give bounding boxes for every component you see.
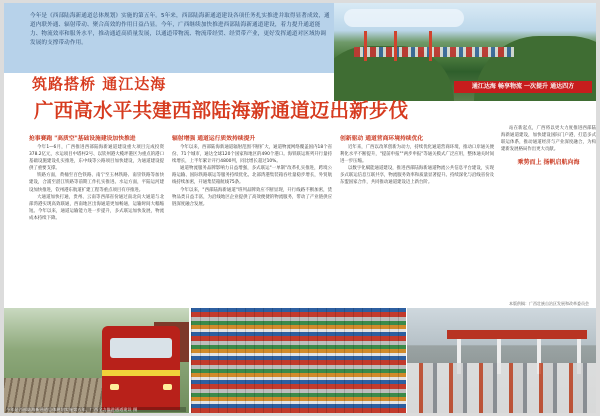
locomotive-window [110,338,172,358]
headline-main: 广西高水平共建西部陆海新通道迈出新步伐 [34,99,409,122]
paragraph: 近年来，广西以改革创新为动力，持续优化通道营商环境，推动口岸通关便利化水平不断提升，"提前申报""两步申报"等通关模式广泛应用，整体通关时间进一步压缩。 [340,145,494,165]
photo-banner: 通江达海 畅享物流 一次提升 通达四方 [454,81,592,93]
column-heading: 乘势而上 扬帆启航向海 [517,159,580,167]
headlight [110,384,119,390]
column-heading: 创新驱动 通道营商环境持续优化 [340,136,424,142]
credit-line: 本版供稿：广西壮族自治区发展和改革委员会 [509,301,589,306]
newspaper-page [4,3,596,413]
trucks [407,363,596,413]
photo-containers [354,47,514,57]
locomotive [102,326,180,410]
paragraph: 今年以来，"西部陆海新通道"班列品牌效应不断显现，开行线路不断加密，货物品类日益丰富，为沿线地区企业提供了高效便捷的物流服务，带动了产业链供应链深度融合发展。 [172,187,332,207]
paragraph: 今年以来，西部陆海新通道辐射范围不断扩大，通道物流网络覆盖国内18个省份、71个城市，通达全球120个国家和地区的490个港口。海铁联运班列开行量持续增长，上半年累计开行4800列，同比增长超过10%。 [172,145,332,165]
article-column-4 [501,125,596,315]
photo-caption: 今年是西部陆海新通道总体规划实施第五年，广西全力推进通道建设 摄 [6,407,186,413]
toll-station-photo [407,308,596,413]
photo-crane [364,31,367,61]
paragraph: 今年1—6月，广西推进西部陆海新通道建设重大项目完成投资378.2亿元，水运项目中塔村2号、以钦州港大榄坪港区为重点的港口基础设施建设扎实推进，东中线等公路项目加快建设，为通道建设提供了重要支撑。 [29,145,164,172]
column-heading: 抢事赛跑 "高质空"基础设施建设加快推进 [29,136,136,142]
paragraph: 铁路方面，黄桶至百色铁路、南宁至玉林铁路、南崇铁路等加快建设，合浦至湛江铁路等前期工作扎实推进。水运方面，平陆运河建设加快推进，钦州港东航道扩建工程等重点项目有序推进。 [29,173,164,193]
photo-crane [429,31,432,61]
container-port-photo [191,308,406,413]
photo-crane [394,31,397,61]
article-column-2 [172,125,332,315]
article-column-1 [29,125,164,315]
intro-text: 今年是《西部陆海新通道总体规划》实施的第五年。5年来，西部陆海新通道建设各项任务扎实推进并取得显著成效，通道内联外通、辐射带动、聚合高效的作用日益凸显。今年，广西继续加快推进西部陆海新通道建设，着力提升通道能力、物流效率和服务水平，推动通道高质量发展，以通道带物流、物流带经贸、经贸带产业，更好发挥通道对区域协调发展的支撑带动作用。 [30,13,330,46]
port-aerial-photo [334,3,596,101]
container-stacks [191,308,406,413]
paragraph: 以数字化赋能通道建设，推进西部陆海新通道物流公共信息平台建设，实现多式联运信息互联共享，物流服务效率和质量显著提升。持续深化与沿线省份及东盟国家合作，共同推动通道建设迈上新台阶。 [340,166,494,186]
paragraph: 通道物流服务品牌影响力日益增强，多式联运"一单制"改革扎实推进，跨境公路运输、国际铁路联运等服务持续优化。北部湾港集装箱吞吐量稳步增长，外贸航线持续加密，开通集装箱航线75条。 [172,166,332,186]
locomotive-stripe [102,370,180,376]
photo-cloud [344,9,464,27]
train-photo [4,308,189,413]
headline-kicker: 筑路搭桥 通江达海 [32,75,167,93]
headlight [163,384,172,390]
paragraph: 站在新起点，广西将以更大力度推进西部陆海新通道建设，加快建设国际门户港，打造多式联运体系，推动通道经济与产业深度融合，为构建新发展格局作出更大贡献。 [501,126,596,153]
intro-box [4,3,334,73]
article-column-3 [340,125,494,315]
column-heading: 辐射增强 通道运行质效持续提升 [172,136,256,142]
toll-canopy [447,330,587,339]
paragraph: 大通道加快打通，贵州、云南等西部省份通过南北向大通道与北部湾港实现高效联通，西南地区出海通道更加畅通，运输时间大幅缩短。今年以来，通道运输能力进一步提升，多式联运加快发展，物流成本持续下降。 [29,194,164,221]
